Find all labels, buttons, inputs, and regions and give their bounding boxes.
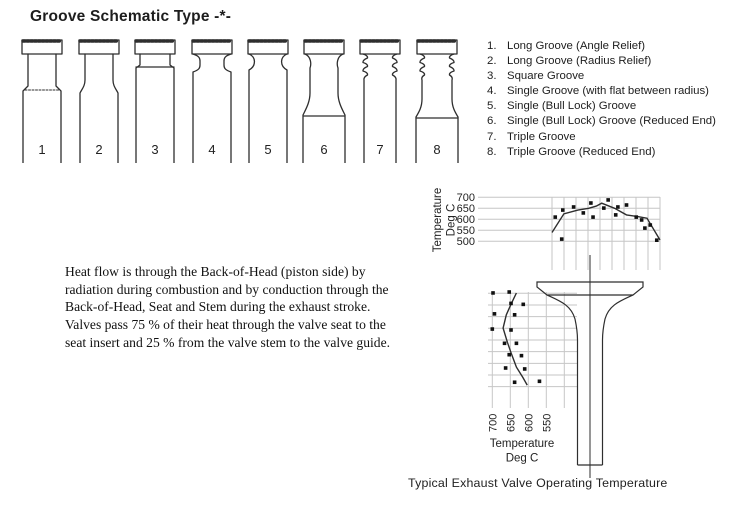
stem-temperature-line: [503, 293, 527, 385]
valve-outline: [603, 295, 634, 465]
list-marker: 3.: [487, 70, 497, 83]
list-marker: 5.: [487, 100, 497, 113]
list-item: [487, 99, 716, 114]
head-chart-ytick: 700: [456, 192, 475, 205]
list-label: Single Groove (with flat between radius): [507, 85, 709, 98]
head-chart-ytick: 550: [456, 225, 475, 238]
schematic-number: 7: [376, 142, 384, 157]
groove-schematic-7: [357, 37, 403, 163]
list-marker: 8.: [487, 145, 497, 158]
stem-chart-axis-label: Temperature: [489, 438, 555, 450]
list-marker: 1.: [487, 40, 497, 52]
list-item: [487, 39, 716, 54]
figure-caption: Typical Exhaust Valve Operating Temperature: [408, 476, 668, 490]
list-label: Long Groove (Angle Relief): [507, 40, 646, 52]
groove-schematic-5: [245, 37, 291, 163]
stem-chart-xtick: 550: [541, 413, 554, 432]
head-chart-ytick: 600: [456, 214, 475, 227]
head-chart-axis-label: Deg C: [445, 203, 458, 237]
list-item: [487, 145, 716, 160]
list-label: Triple Groove (Reduced End): [507, 145, 656, 158]
list-marker: 2.: [487, 55, 497, 68]
list-label: Triple Groove: [507, 130, 576, 143]
stem-chart-xtick: 600: [523, 413, 536, 432]
schematic-number: 5: [264, 142, 272, 157]
list-item: [487, 130, 716, 145]
stem-chart-xtick: 700: [487, 413, 500, 432]
schematic-number: 1: [38, 142, 46, 157]
groove-schematic-6: [301, 37, 347, 163]
stem-chart-xtick: 650: [505, 413, 518, 432]
page-title: Groove Schematic Type -*-: [30, 8, 232, 25]
heat-flow-paragraph: Heat flow is through the Back-of-Head (piston side) by radiation during combustion and by conduction through the Back-of-Head, Seat and Stem during the exhaust stroke. Valves pass 75 % of their heat through the valve seat to the seat insert and 25 % from the valve stem to the valve guide.: [65, 264, 391, 350]
head-chart-ytick: 500: [456, 236, 475, 249]
list-label: Long Groove (Radius Relief): [507, 55, 652, 68]
schematic-number: 4: [208, 142, 216, 157]
groove-schematic-8: [414, 37, 460, 163]
groove-schematic-1: [19, 37, 65, 163]
groove-type-list: [487, 39, 716, 160]
groove-schematic-4: [189, 37, 235, 163]
schematic-number: 2: [95, 142, 103, 157]
list-item: [487, 54, 716, 69]
valve-temperature-chart: [400, 180, 742, 511]
list-item: [487, 69, 716, 84]
groove-schematic-2: [76, 37, 122, 163]
list-marker: 4.: [487, 85, 497, 98]
list-marker: 7.: [487, 130, 497, 143]
groove-schematic-3: [132, 37, 178, 163]
list-item: [487, 84, 716, 99]
list-marker: 6.: [487, 115, 497, 128]
list-item: [487, 114, 716, 129]
list-label: Square Groove: [507, 70, 585, 83]
head-chart-axis-label: Temperature: [432, 187, 444, 253]
schematic-number: 6: [320, 142, 328, 157]
list-label: Single (Bull Lock) Groove (Reduced End): [507, 115, 716, 128]
schematic-number: 8: [433, 142, 441, 157]
schematic-number: 3: [151, 142, 159, 157]
stem-chart-axis-label: Deg C: [505, 452, 539, 465]
list-label: Single (Bull Lock) Groove: [507, 100, 637, 113]
head-chart-ytick: 650: [456, 203, 475, 216]
valve-temperature-figure: [400, 180, 742, 511]
